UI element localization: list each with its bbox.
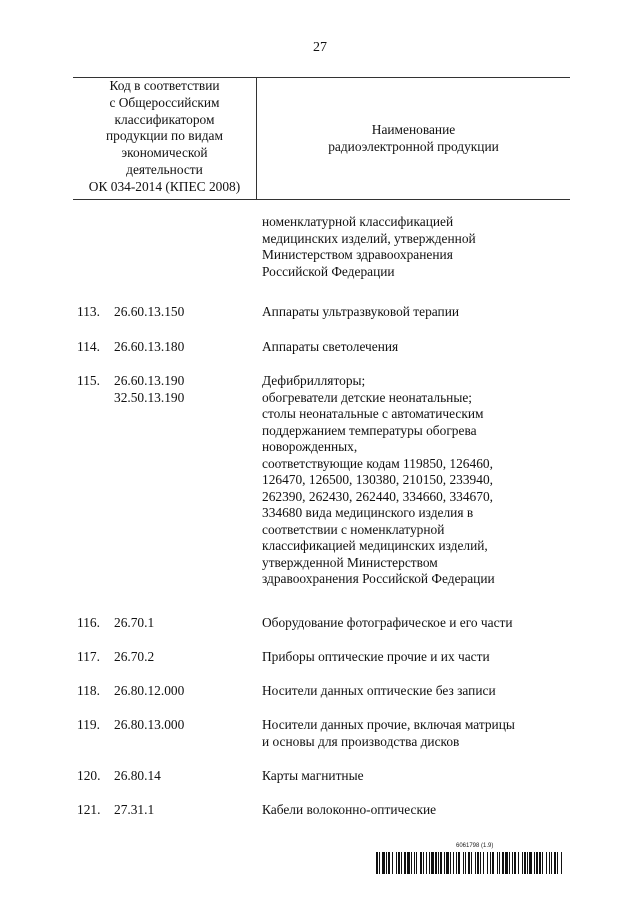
name-line: утвержденной Министерством <box>262 554 438 570</box>
row-name <box>262 649 562 666</box>
row-number: 121. <box>77 802 101 817</box>
row-number: 114. <box>77 339 100 354</box>
name-line: здравоохранения Российской Федерации <box>262 571 495 586</box>
name-line: соответствии с номенклатурной <box>262 521 445 537</box>
row-name <box>262 683 562 700</box>
name-line: номенклатурной классификацией <box>262 214 454 229</box>
row-name <box>262 373 562 588</box>
row-code: 26.70.1 <box>114 615 155 630</box>
name-line: 334680 вида медицинского изделия в <box>262 505 474 520</box>
table-header-bottom-border <box>73 199 570 200</box>
row-name <box>262 717 562 750</box>
barcode-text: 6061798 (1.9) <box>456 843 494 849</box>
row-number: 115. <box>77 373 100 388</box>
row-name <box>262 802 562 819</box>
header-code-line: деятельности <box>126 161 203 177</box>
row-code: 26.80.14 <box>114 768 161 783</box>
name-line: Министерством здравоохранения <box>262 247 453 262</box>
name-line: поддержанием температуры обогрева <box>262 422 477 438</box>
name-line: и основы для производства дисков <box>262 733 460 749</box>
row-number: 116. <box>77 615 100 630</box>
name-line: 262390, 262430, 262440, 334660, 334670, <box>262 488 493 504</box>
row-code: 26.60.13.190 <box>114 373 185 388</box>
name-line: Оборудование фотографическое и его части <box>262 615 513 630</box>
name-line: новорожденных, <box>262 439 358 454</box>
row-code: 26.60.13.180 <box>114 339 185 354</box>
row-codes <box>114 615 154 632</box>
row-codes <box>114 373 184 406</box>
row-codes <box>114 304 184 321</box>
row-name <box>262 304 562 321</box>
name-line: классификацией медицинских изделий, <box>262 538 488 553</box>
name-line: 126470, 126500, 130380, 210150, 233940, <box>262 472 493 487</box>
header-name-column <box>257 78 570 199</box>
header-code-line: Код в соответствии <box>109 78 220 93</box>
header-code-column <box>73 78 256 199</box>
header-name-line: радиоэлектронной продукции <box>328 138 499 154</box>
name-line: Российской Федерации <box>262 263 395 279</box>
continuation-text <box>262 214 562 280</box>
name-line: Аппараты светолечения <box>262 339 399 354</box>
header-code-line: продукции по видам <box>106 128 223 144</box>
header-code-line: экономической <box>121 145 208 161</box>
row-codes <box>114 649 154 666</box>
page-number: 27 <box>313 40 327 55</box>
row-number: 120. <box>77 768 101 783</box>
name-line: Дефибрилляторы; <box>262 373 366 388</box>
name-line: Кабели волоконно-оптические <box>262 802 437 817</box>
row-codes <box>114 339 184 356</box>
row-name <box>262 768 562 785</box>
header-code-line: ОК 034-2014 (КПЕС 2008) <box>88 178 241 194</box>
row-name <box>262 615 562 632</box>
row-codes <box>114 802 154 819</box>
row-codes <box>114 683 184 700</box>
name-line: медицинских изделий, утвержденной <box>262 230 476 246</box>
row-code: 27.31.1 <box>114 802 155 817</box>
row-code: 26.70.2 <box>114 649 155 664</box>
row-number: 118. <box>77 683 100 698</box>
row-number: 119. <box>77 717 100 732</box>
name-line: Носители данных прочие, включая матрицы <box>262 717 515 732</box>
row-code: 26.60.13.150 <box>114 304 185 319</box>
row-codes <box>114 717 184 734</box>
name-line: Приборы оптические прочие и их части <box>262 649 490 664</box>
header-code-line: с Общероссийским <box>109 94 220 110</box>
header-name-line: Наименование <box>371 121 456 137</box>
name-line: Носители данных оптические без записи <box>262 683 496 698</box>
row-number: 113. <box>77 304 100 319</box>
name-line: соответствующие кодам 119850, 126460, <box>262 455 493 471</box>
barcode-icon <box>376 852 562 874</box>
name-line: Карты магнитные <box>262 768 364 783</box>
row-code: 32.50.13.190 <box>114 389 185 405</box>
row-number: 117. <box>77 649 100 664</box>
name-line: столы неонатальные с автоматическим <box>262 406 484 421</box>
row-name <box>262 339 562 356</box>
name-line: Аппараты ультразвуковой терапии <box>262 304 460 319</box>
row-code: 26.80.13.000 <box>114 717 185 732</box>
row-code: 26.80.12.000 <box>114 683 185 698</box>
row-codes <box>114 768 161 785</box>
name-line: обогреватели детские неонатальные; <box>262 389 473 405</box>
header-code-line: классификатором <box>114 111 215 127</box>
